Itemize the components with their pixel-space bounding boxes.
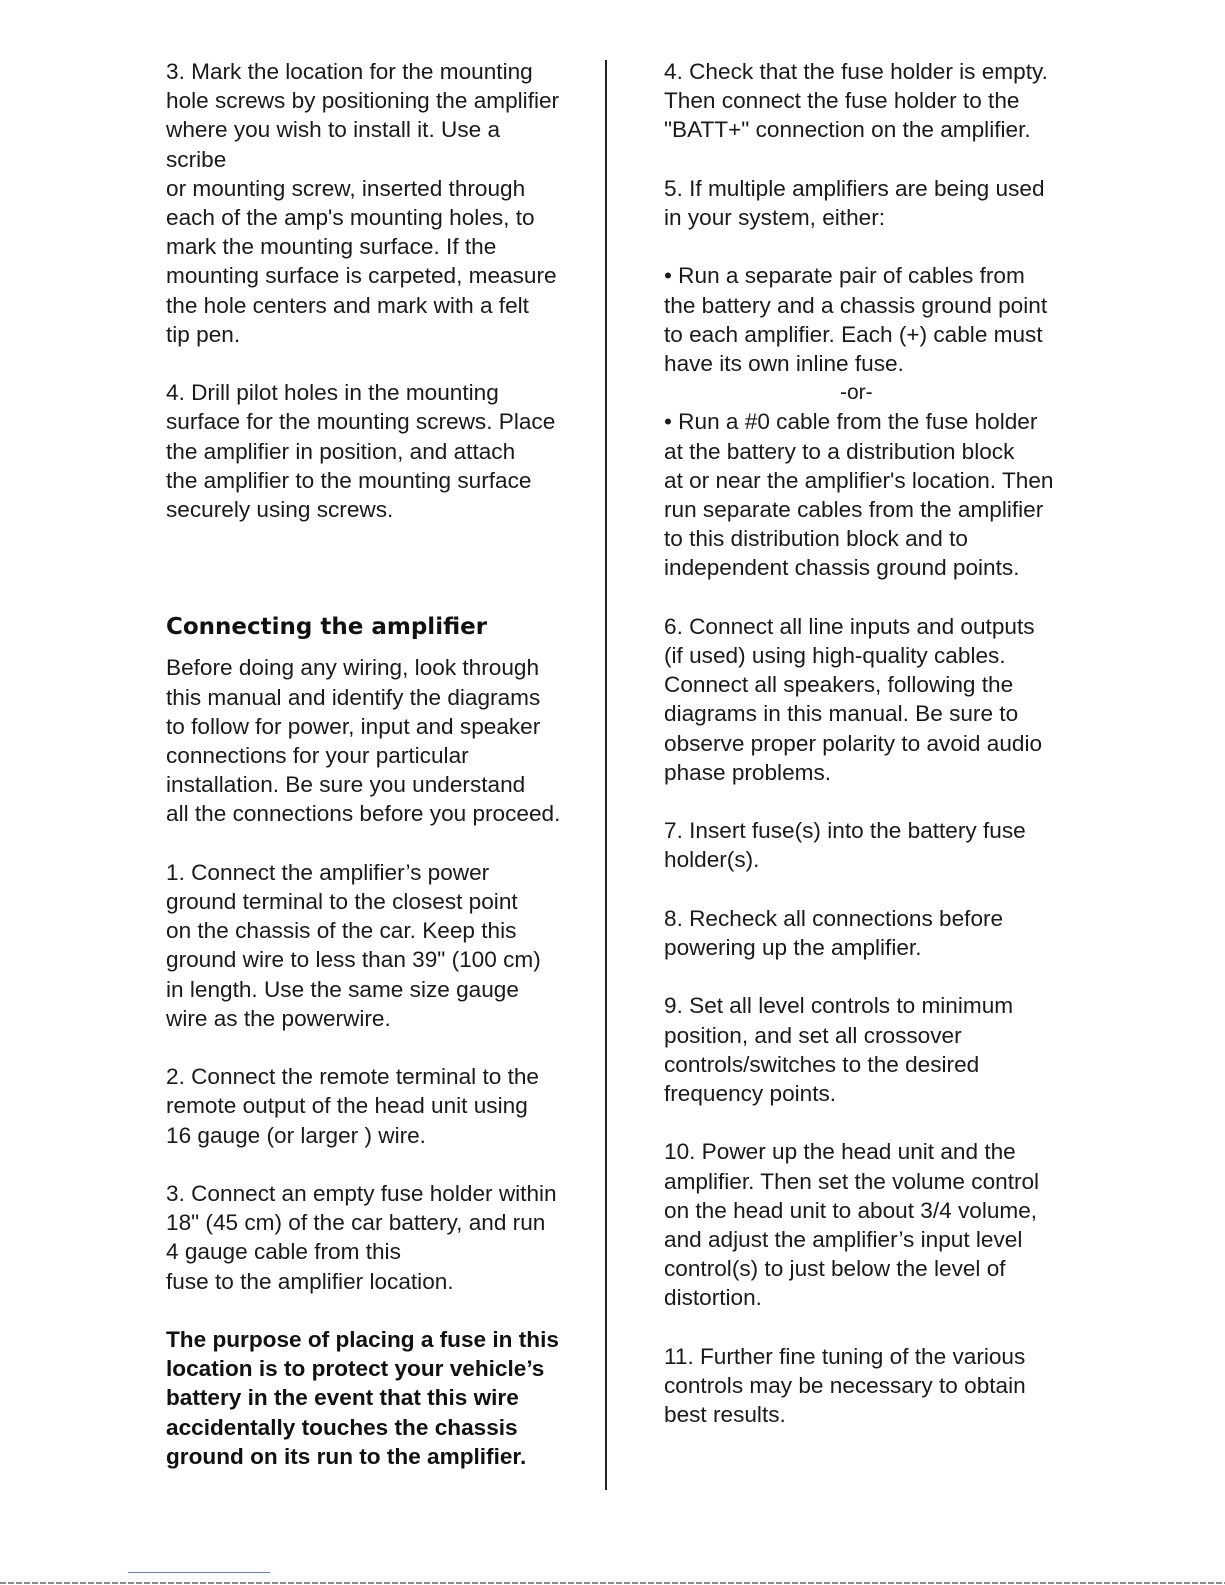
or-separator: -or-: [840, 381, 873, 405]
page-bottom-border: [0, 1582, 1225, 1584]
step-4-drill-pilot-holes: 4. Drill pilot holes in the mounting surface for the mounting screws. Place the amplifier in position, and attach the amplifier to the mounting surface securely using screws.: [166, 380, 556, 523]
left-column: [166, 57, 566, 1500]
option-separate-cables: • Run a separate pair of cables from the battery and a chassis ground point to each amplifier. Each (+) cable must have its own inline fuse.: [664, 263, 1048, 376]
step-2-remote: 2. Connect the remote terminal to the remote output of the head unit using 16 gauge (or larger ) wire.: [166, 1064, 539, 1148]
option-distribution-block: • Run a #0 cable from the fuse holder at the battery to a distribution block at or near the amplifier's location. Then run separate cables from the amplifier to this distribution block and to independent chassis ground points.: [664, 409, 1054, 581]
step-8-recheck: 8. Recheck all connections before powering up the amplifier.: [664, 905, 1004, 961]
step-10-power-up: 10. Power up the head unit and the amplifier. Then set the volume control on the head unit to about 3/4 volume, and adjust the amplifier’s input level control(s) to just below the level of distortion.: [664, 1139, 1040, 1311]
section-spacer: [166, 553, 566, 611]
step-3-fuse-holder: 3. Connect an empty fuse holder within 18" (45 cm) of the car battery, and run 4 gauge cable from this fuse to the amplifier location.: [166, 1181, 557, 1294]
right-column: [664, 57, 1064, 1459]
fuse-warning: The purpose of placing a fuse in this location is to protect your vehicle’s battery in the event that this wire accidentally touches the chassis ground on its run to the amplifier.: [166, 1327, 559, 1469]
footer-link-underline: [128, 1572, 270, 1573]
intro-paragraph: Before doing any wiring, look through this manual and identify the diagrams to follow for power, input and speaker connections for your particular installation. Be sure you understand all the connections before you proceed.: [166, 655, 561, 827]
step-6-line-inputs: 6. Connect all line inputs and outputs (if used) using high-quality cables. Connect all speakers, following the diagrams in this manual. Be sure to observe proper polarity to avoid audio phase problems.: [664, 613, 1043, 785]
section-heading: Connecting the amplifier: [166, 614, 488, 641]
step-7-insert-fuse: 7. Insert fuse(s) into the battery fuse holder(s).: [664, 818, 1026, 873]
step-3-mark-location: 3. Mark the location for the mounting hole screws by positioning the amplifier where you wish to install it. Use a scribe or mounting screw, inserted through each of the amp's mounting holes, to mark the mounting surface. If the mounting surface is carpeted, measure the hole centers and mark with a felt tip pen.: [166, 59, 560, 347]
step-9-level-controls: 9. Set all level controls to minimum position, and set all crossover controls/switches to the desired frequency points.: [664, 993, 1014, 1107]
step-5-multiple-amps: 5. If multiple amplifiers are being used in your system, either:: [664, 175, 1045, 230]
column-divider: [605, 60, 607, 1490]
step-4-check-fuse: 4. Check that the fuse holder is empty. Then connect the fuse holder to the "BATT+" connection on the amplifier.: [664, 59, 1048, 143]
step-1-ground: 1. Connect the amplifier’s power ground terminal to the closest point on the chassis of the car. Keep this ground wire to less than 39" (100 cm) in length. Use the same size gauge wire as the powerwire.: [166, 859, 541, 1031]
step-11-fine-tuning: 11. Further fine tuning of the various controls may be necessary to obtain best results.: [664, 1343, 1026, 1428]
